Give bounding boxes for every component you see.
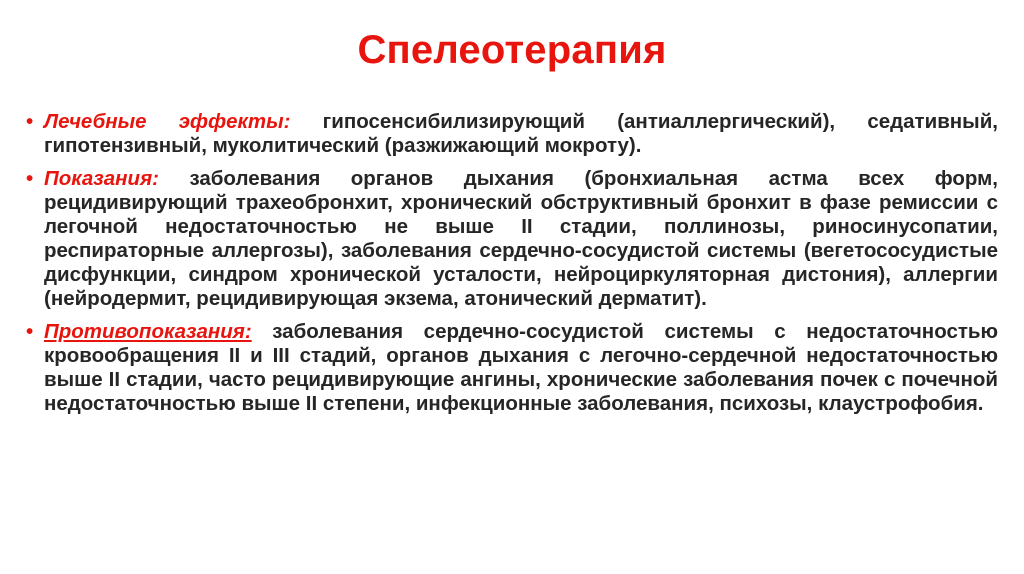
bullet-label-effects: Лечебные эффекты:: [44, 110, 291, 133]
bullet-item-effects: [26, 110, 998, 158]
bullet-text-effects: гипосенсибилизирующий (антиаллергический), седативный, гипотензивный, муколитический (разжижающий мокроту).: [44, 110, 998, 157]
bullet-text-contraindications: заболевания сердечно-сосудистой системы с недостаточностью кровообращения II и III стадий, органов дыхания с легочно-сердечной недостаточностью выше II стадии, часто рецидивирующие ангины, хронические заболевания почек с почечной недостаточностью выше II степени, инфекционные заболевания, психозы, клаустрофобия.: [44, 320, 998, 415]
bullet-item-indications: [26, 167, 998, 311]
slide-title: Спелеотерапия: [357, 28, 667, 72]
bullet-icon: •: [26, 110, 34, 133]
bullet-label-indications: Показания:: [44, 167, 159, 190]
bullet-icon: •: [26, 320, 34, 343]
bullet-label-contraindications: Противопоказания:: [44, 320, 252, 343]
bullet-list: [26, 110, 998, 425]
bullet-item-contraindications: [26, 320, 998, 416]
bullet-icon: •: [26, 167, 34, 190]
bullet-text-indications: заболевания органов дыхания (бронхиальная астма всех форм, рецидивирующий трахеобронхит, хронический обструктивный бронхит в фазе ремиссии с легочной недостаточностью не выше II стадии, поллинозы, риносинусопатии, респираторные аллергозы), заболевания сердечно-сосудистой системы (вегетососудистые дисфункции, синдром хронической усталости, нейроциркуляторная дистония), аллергии (нейродермит, рецидивирующая экзема, атонический дерматит).: [44, 167, 998, 310]
